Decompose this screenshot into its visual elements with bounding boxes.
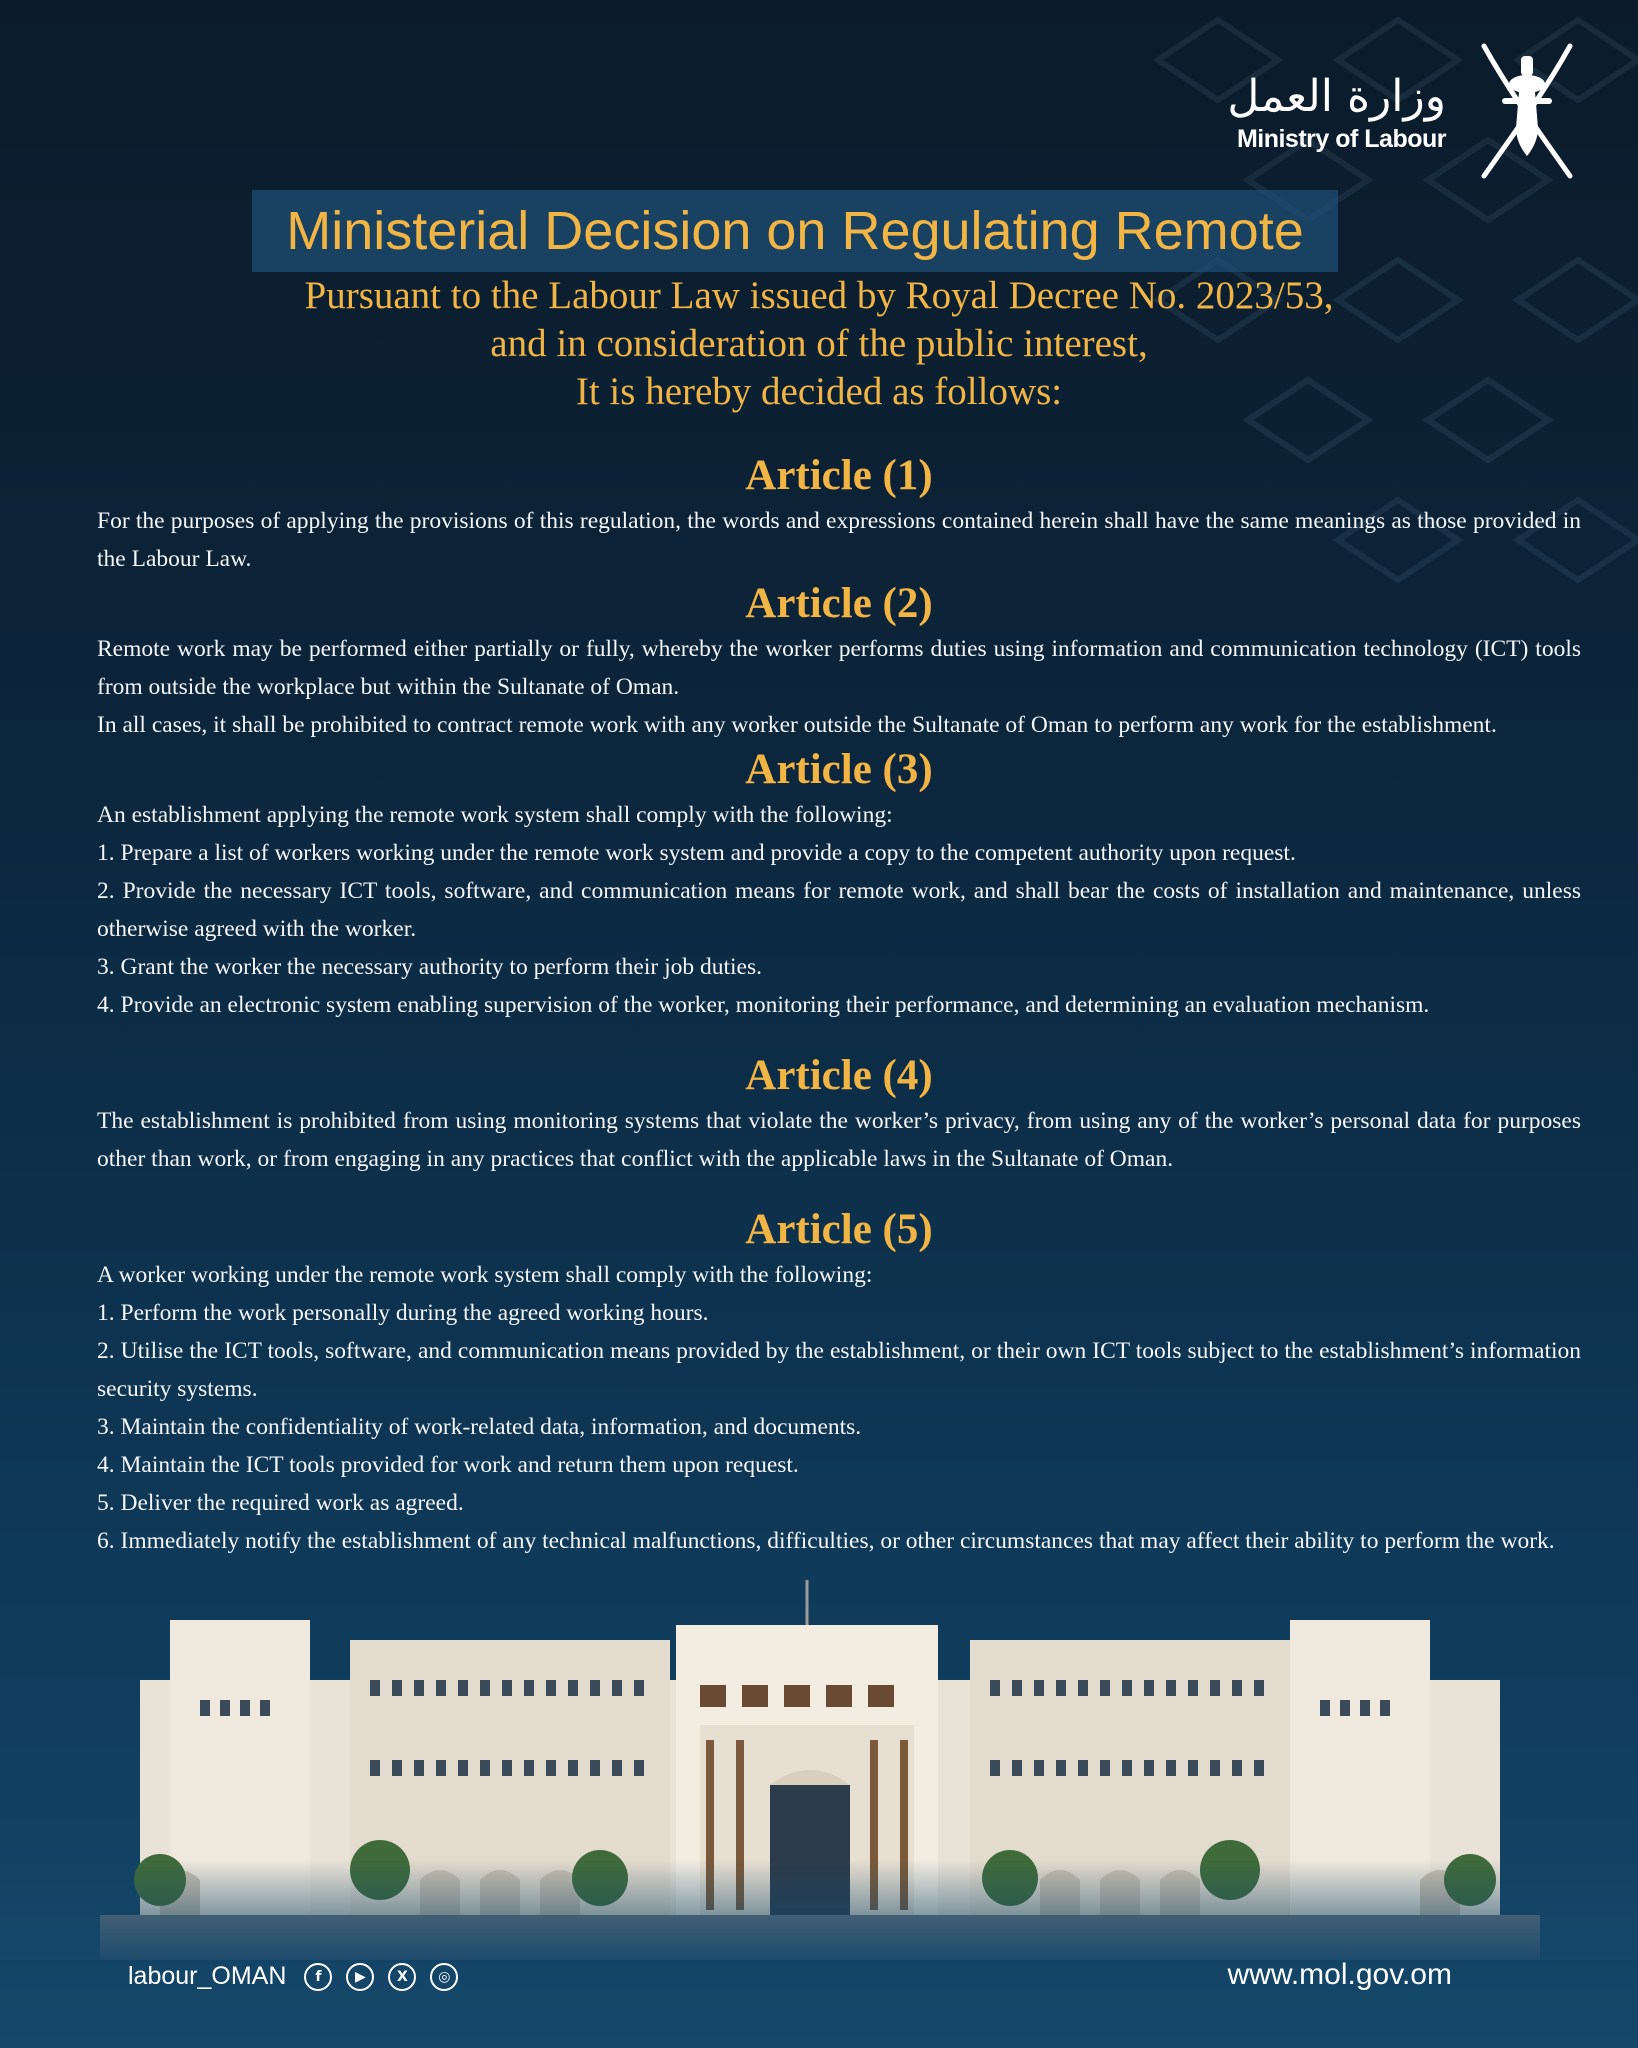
ministry-logo — [1227, 36, 1582, 186]
oman-emblem-icon — [1472, 36, 1582, 186]
page-title: Ministerial Decision on Regulating Remote — [286, 201, 1304, 261]
article-list-item: 6. Immediately notify the establishment of any technical malfunctions, difficulties, or other circumstances that may affect their ability to perform the work. — [97, 1528, 1555, 1554]
article-paragraph: An establishment applying the remote work system shall comply with the following: — [97, 802, 893, 828]
article-paragraph: In all cases, it shall be prohibited to contract remote work with any worker outside the Sultanate of Oman to perform any work for the establishment. — [97, 712, 1497, 738]
intro-line: Pursuant to the Labour Law issued by Royal Decree No. 2023/53, — [304, 274, 1334, 317]
title-banner — [252, 190, 1338, 272]
article-paragraph: For the purposes of applying the provisions of this regulation, the words and expressions contained herein shall have the same meanings as those provided in the Labour Law. — [97, 508, 1581, 572]
youtube-icon[interactable]: ▶ — [346, 1963, 374, 1991]
instagram-icon[interactable]: ◎ — [430, 1963, 458, 1991]
article-heading: Article (2) — [745, 580, 933, 627]
article-list-item: 4. Provide an electronic system enabling supervision of the worker, monitoring their performance, and determining an evaluation mechanism. — [97, 992, 1430, 1018]
x-icon[interactable]: X — [388, 1963, 416, 1991]
article-list-item: 3. Grant the worker the necessary authority to perform their job duties. — [97, 954, 762, 980]
article-heading: Article (4) — [745, 1052, 933, 1099]
article-heading: Article (1) — [745, 452, 933, 499]
article-3 — [97, 744, 1581, 1024]
article-2 — [97, 578, 1581, 744]
social-handle: labour_OMAN — [128, 1962, 287, 1990]
article-heading: Article (5) — [745, 1206, 933, 1253]
logo-text — [1227, 69, 1446, 154]
intro-line: It is hereby decided as follows: — [575, 370, 1063, 413]
article-list-item: 1. Perform the work personally during the agreed working hours. — [97, 1300, 709, 1326]
article-list-item: 1. Prepare a list of workers working under the remote work system and provide a copy to the competent authority upon request. — [97, 840, 1296, 866]
article-paragraph: The establishment is prohibited from using monitoring systems that violate the worker’s privacy, from using any of the worker’s personal data for purposes other than work, or from engaging in any practices that conflict with the applicable laws in the Sultanate of Oman. — [97, 1108, 1581, 1172]
website-link[interactable]: www.mol.gov.om — [1227, 1958, 1452, 1991]
articles-section — [97, 450, 1581, 1560]
footer-social — [128, 1962, 458, 1991]
article-list-item: 4. Maintain the ICT tools provided for work and return them upon request. — [97, 1452, 799, 1478]
article-4 — [97, 1050, 1581, 1178]
article-5 — [97, 1204, 1581, 1560]
article-list-item: 5. Deliver the required work as agreed. — [97, 1490, 464, 1516]
logo-arabic-text: وزارة العمل — [1227, 70, 1446, 122]
article-list-item: 2. Utilise the ICT tools, software, and communication means provided by the establishment, or their own ICT tools subject to the establishment’s information security systems. — [97, 1338, 1581, 1402]
logo-english-text: Ministry of Labour — [1236, 124, 1446, 153]
article-1 — [97, 450, 1581, 578]
intro-text — [0, 272, 1638, 416]
article-paragraph: Remote work may be performed either partially or fully, whereby the worker performs duties using information and communication technology (ICT) tools from outside the workplace but within the Sultanate of Oman. — [97, 636, 1581, 700]
article-paragraph: A worker working under the remote work system shall comply with the following: — [97, 1262, 873, 1288]
intro-line: and in consideration of the public interest, — [490, 322, 1148, 365]
facebook-icon[interactable]: f — [304, 1963, 332, 1991]
article-list-item: 2. Provide the necessary ICT tools, software, and communication means for remote work, and shall bear the costs of installation and maintenance, unless otherwise agreed with the worker. — [97, 878, 1581, 942]
ministry-building-image — [0, 1560, 1638, 1960]
article-heading: Article (3) — [745, 746, 933, 793]
article-list-item: 3. Maintain the confidentiality of work-related data, information, and documents. — [97, 1414, 862, 1440]
